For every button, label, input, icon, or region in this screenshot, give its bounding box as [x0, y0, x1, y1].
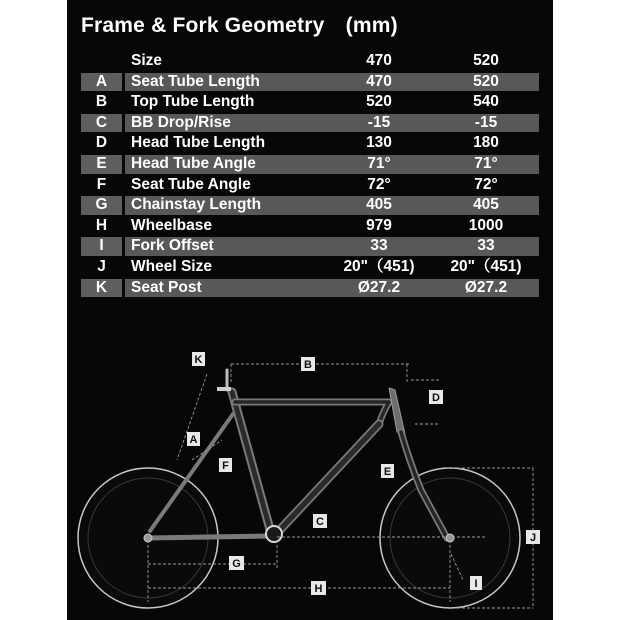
row-name: Fork Offset	[125, 237, 331, 256]
value-470: Ø27.2	[325, 279, 433, 298]
table-row	[81, 176, 539, 197]
svg-text:I: I	[474, 578, 478, 590]
frame-diagram	[67, 340, 553, 620]
svg-text:B: B	[304, 359, 312, 371]
tag-g	[229, 556, 244, 570]
value-470: -15	[325, 114, 433, 133]
table-header-row	[81, 52, 539, 73]
value-520: 72°	[474, 175, 498, 193]
svg-text:F: F	[222, 460, 229, 472]
value-520: 180	[473, 134, 499, 152]
value-470: 470	[325, 73, 433, 92]
value-520: 540	[473, 93, 499, 111]
row-letter: B	[95, 93, 108, 111]
tag-a	[187, 432, 200, 446]
value-520: 405	[433, 196, 539, 215]
tag-e	[381, 464, 394, 478]
table-row	[81, 155, 539, 176]
row-name: Seat Post	[125, 279, 331, 298]
row-letter: E	[81, 155, 122, 174]
value-520: 1000	[468, 216, 504, 234]
row-letter: F	[96, 175, 107, 193]
row-name: Wheel Size	[131, 257, 212, 275]
row-name: Seat Tube Angle	[131, 175, 251, 193]
row-letter: C	[81, 114, 122, 133]
row-name: BB Drop/Rise	[125, 114, 331, 133]
tag-h	[311, 581, 326, 595]
value-470: 72°	[367, 175, 391, 193]
value-520: 20"（451)	[450, 257, 522, 275]
table-row	[81, 217, 539, 238]
table-row	[81, 134, 539, 155]
size-520-header: 520	[473, 52, 499, 69]
row-letter: D	[95, 134, 108, 152]
geometry-panel	[67, 0, 553, 620]
svg-text:G: G	[232, 558, 241, 570]
value-520: 71°	[433, 155, 539, 174]
svg-text:E: E	[383, 466, 392, 478]
tag-j	[526, 530, 540, 544]
value-470: 130	[366, 134, 392, 152]
table-row	[81, 114, 539, 135]
table-body	[81, 73, 539, 300]
svg-text:A: A	[189, 434, 198, 446]
table-row	[81, 279, 539, 300]
value-470: 979	[366, 216, 392, 234]
tag-f	[219, 458, 232, 472]
tag-c	[313, 514, 327, 528]
row-name: Head Tube Length	[131, 134, 266, 152]
size-header: Size	[131, 52, 163, 69]
row-letter: J	[97, 257, 106, 275]
svg-text:K: K	[194, 354, 203, 366]
value-470: 405	[325, 196, 433, 215]
size-470-header: 470	[366, 52, 392, 69]
row-name: Top Tube Length	[131, 93, 255, 111]
value-470: 33	[325, 237, 433, 256]
value-470: 20"（451)	[343, 257, 415, 275]
svg-text:J: J	[529, 532, 537, 544]
tag-b	[301, 357, 315, 371]
row-name: Chainstay Length	[125, 196, 331, 215]
table-row	[81, 258, 539, 279]
row-letter: I	[81, 237, 122, 256]
value-520: 520	[433, 73, 539, 92]
value-470: 520	[366, 93, 392, 111]
svg-text:C: C	[316, 516, 324, 528]
svg-text:D: D	[432, 392, 440, 404]
table-row	[81, 73, 539, 94]
tag-k	[192, 352, 205, 366]
value-470: 71°	[325, 155, 433, 174]
row-letter: H	[95, 216, 108, 234]
row-name: Head Tube Angle	[125, 155, 331, 174]
row-name: Seat Tube Length	[125, 73, 331, 92]
geometry-table	[81, 52, 539, 299]
tag-d	[429, 390, 443, 404]
tag-i	[470, 576, 482, 590]
value-520: -15	[433, 114, 539, 133]
page-title: Frame & Fork Geometry (mm)	[81, 14, 398, 37]
row-letter: G	[81, 196, 122, 215]
row-letter: K	[81, 279, 122, 298]
table-row	[81, 196, 539, 217]
svg-text:H: H	[314, 583, 323, 595]
table-row	[81, 93, 539, 114]
row-name: Wheelbase	[131, 216, 212, 234]
row-letter: A	[81, 73, 122, 92]
value-520: Ø27.2	[433, 279, 539, 298]
table-row	[81, 237, 539, 258]
value-520: 33	[433, 237, 539, 256]
